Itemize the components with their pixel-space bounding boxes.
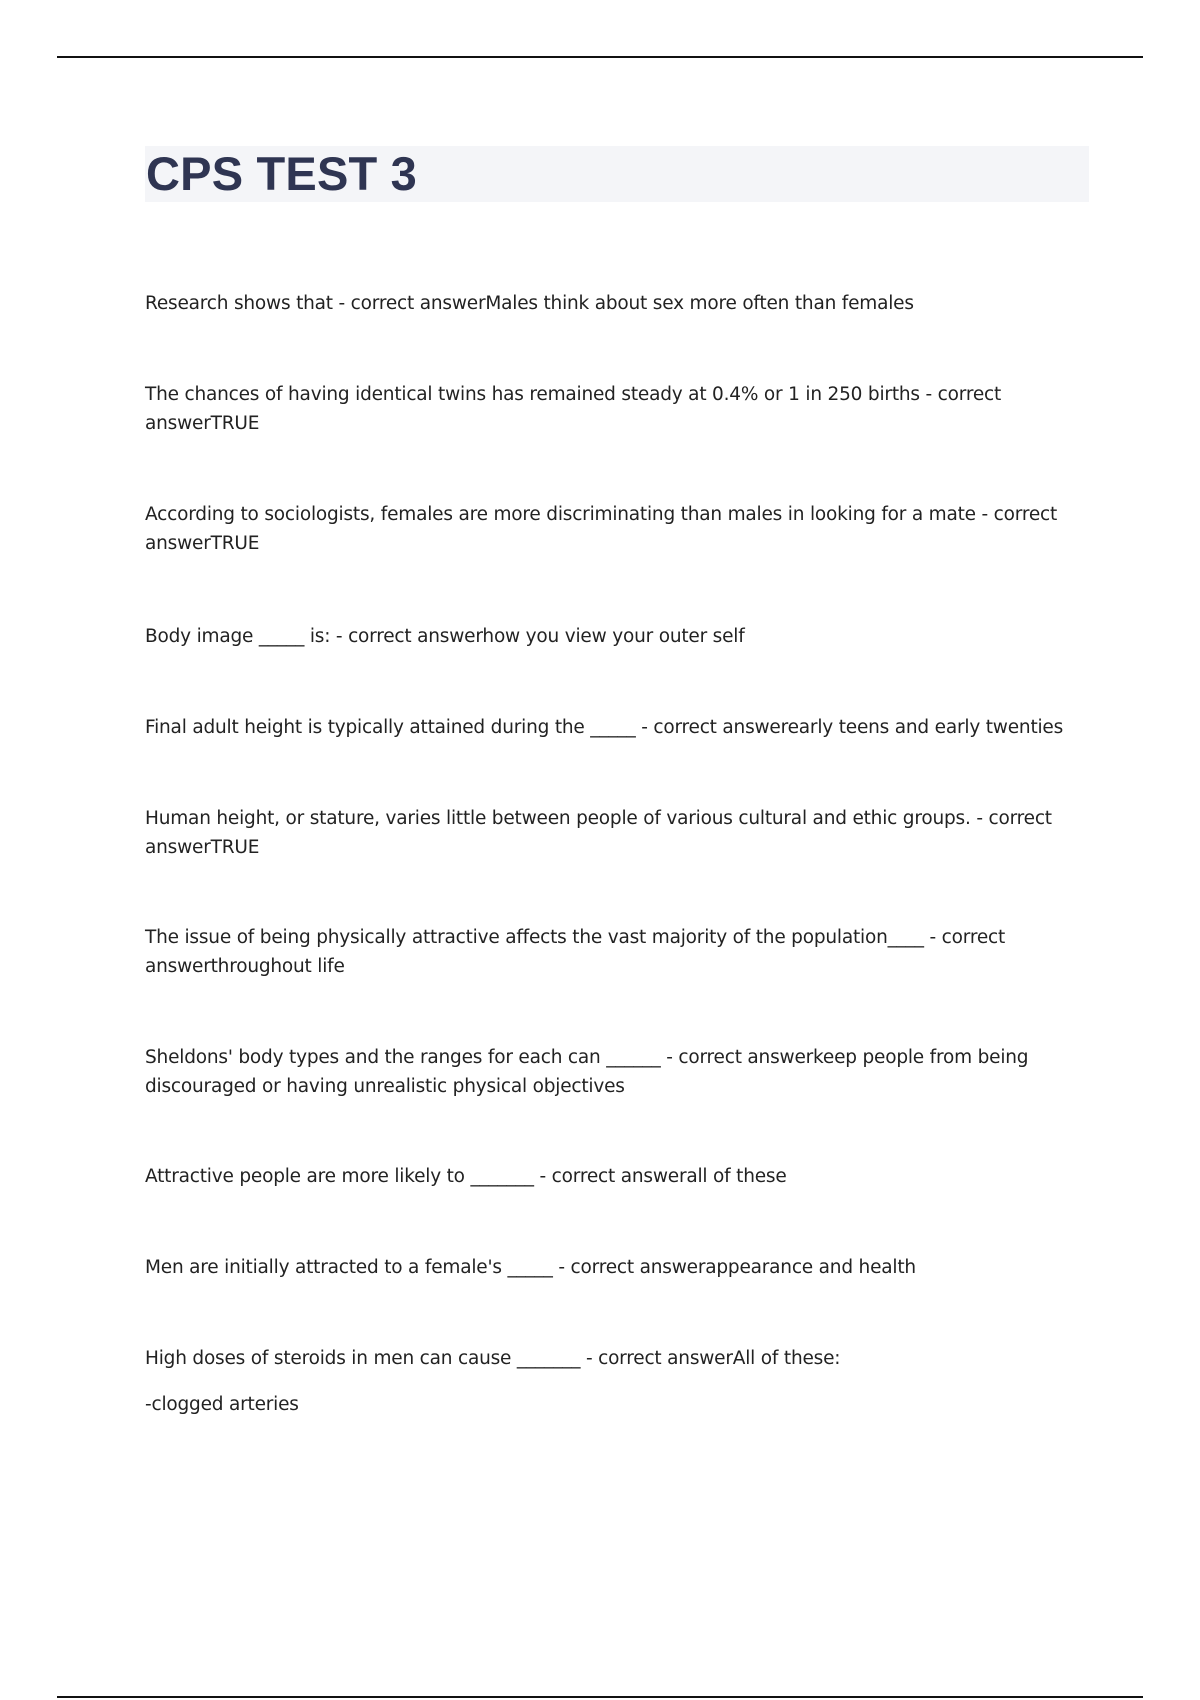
qa-item: Research shows that - correct answerMales think about sex more often than females: [145, 293, 914, 314]
qa-item: Human height, or stature, varies little between people of various cultural and ethic groups. - correct answerTRUE: [145, 808, 1052, 858]
qa-item: Body image _____ is: - correct answerhow you view your outer self: [145, 626, 745, 647]
qa-item: Final adult height is typically attained during the _____ - correct answerearly teens and early twenties: [145, 717, 1064, 738]
page-title: CPS TEST 3: [146, 147, 418, 200]
qa-item: The chances of having identical twins has remained steady at 0.4% or 1 in 250 births - correct answerTRUE: [145, 384, 1002, 434]
qa-item-sublist: -clogged arteries: [145, 1394, 299, 1415]
qa-item: [145, 1344, 1065, 1419]
qa-item-text: High doses of steroids in men can cause _______ - correct answerAll of these:: [145, 1348, 841, 1369]
qa-item: Sheldons' body types and the ranges for each can ______ - correct answerkeep people from being discouraged or having unrealistic physical objectives: [145, 1047, 1029, 1097]
qa-item: Men are initially attracted to a female's _____ - correct answerappearance and health: [145, 1257, 916, 1278]
qa-item: According to sociologists, females are more discriminating than males in looking for a mate - correct answerTRUE: [145, 504, 1058, 554]
qa-item: The issue of being physically attractive affects the vast majority of the population____ - correct answerthroughout life: [145, 927, 1006, 977]
bottom-rule: [57, 1696, 1143, 1698]
qa-item: Attractive people are more likely to _______ - correct answerall of these: [145, 1166, 787, 1187]
top-rule: [57, 56, 1143, 58]
